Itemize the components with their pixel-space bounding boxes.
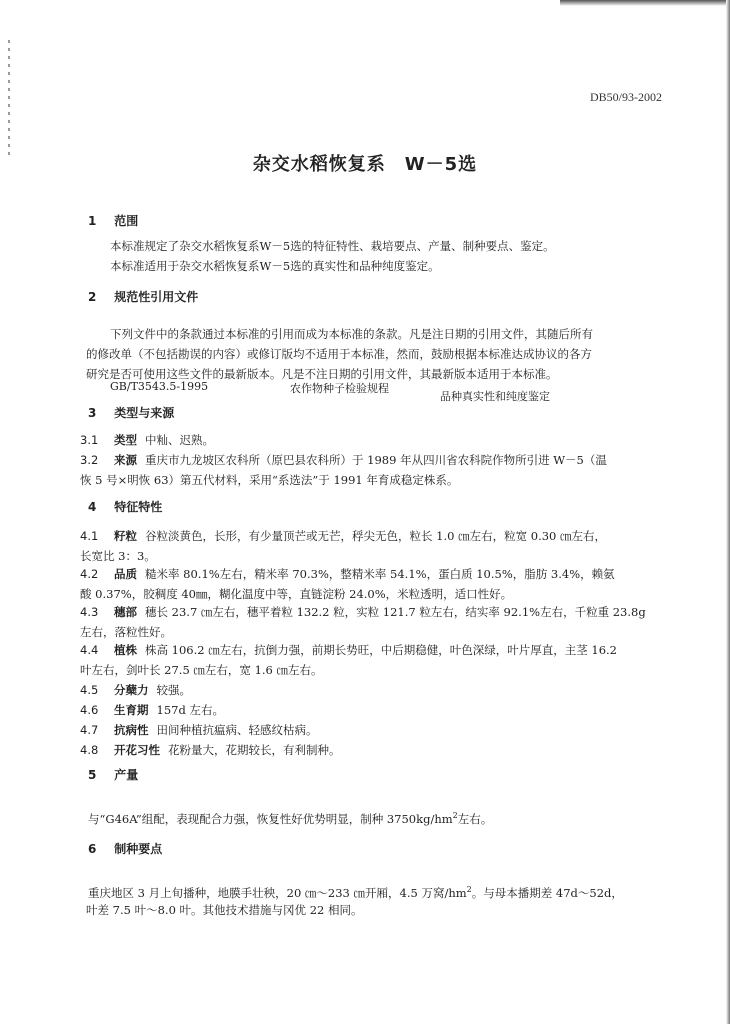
item-text: 谷粒淡黄色，长形，有少量顶芒或无芒，稃尖无色，粒长 1.0 ㎝左右，粒宽 0.30 ㎝左右， (145, 529, 607, 543)
item-4-1 (80, 526, 606, 546)
item-4-2 (80, 564, 615, 584)
section-5-paragraph (88, 806, 492, 829)
section-2-heading (88, 288, 198, 305)
reference-name: 农作物种子检验规程 (290, 382, 389, 395)
item-label: 类型 (114, 433, 137, 447)
section-title: 特征特性 (114, 500, 163, 514)
scan-shadow-top (560, 0, 730, 6)
item-4-1-continued: 长宽比 3：3。 (80, 549, 156, 563)
unit-superscript: 2 (452, 811, 458, 820)
item-number: 4.1 (80, 529, 99, 543)
section-number: 5 (88, 768, 97, 782)
section-title: 范围 (114, 214, 139, 228)
section-number: 6 (88, 842, 97, 856)
item-4-7 (80, 720, 318, 740)
item-label: 植株 (114, 643, 137, 657)
document-code: DB50/93-2002 (590, 90, 662, 104)
yield-text-end: 左右。 (457, 811, 493, 826)
section-2-line-3: 研究是否可使用这些文件的最新版本。凡是不注日期的引用文件，其最新版本适用于本标准。 (86, 367, 558, 381)
item-4-8 (80, 740, 341, 760)
item-label: 籽粒 (114, 529, 137, 543)
item-4-3-continued: 左右，落粒性好。 (80, 625, 172, 639)
section-4-heading (88, 498, 162, 515)
item-number: 3.1 (80, 433, 99, 447)
section-number: 4 (88, 500, 97, 514)
section-1-paragraph-1: 本标准规定了杂交水稻恢复系W－5选的特征特性、栽培要点、产量、制种要点、鉴定。 (110, 239, 555, 253)
item-text: 重庆市九龙坡区农科所（原巴县农科所）于 1989 年从四川省农科院作物所引进 W－5（温 (145, 453, 607, 467)
scan-binding-holes (8, 40, 10, 160)
item-3-1 (80, 430, 214, 450)
item-4-5 (80, 680, 191, 700)
item-label: 穗部 (114, 605, 137, 619)
item-label: 来源 (114, 453, 137, 467)
document-title: 杂交水稻恢复系 W－5选 (252, 154, 478, 175)
item-label: 生育期 (114, 703, 149, 717)
item-number: 4.7 (80, 723, 99, 737)
item-text: 田间种植抗瘟病、轻感纹枯病。 (156, 723, 318, 737)
seed-production-text-end: 。与母本播期差 47d～52d， (471, 885, 623, 900)
section-title: 类型与来源 (114, 406, 175, 420)
item-4-6 (80, 700, 224, 720)
item-text: 穗长 23.7 ㎝左右，穗平着粒 132.2 粒，实粒 121.7 粒左右，结实率 92.1%左右，千粒重 23.8g (145, 605, 646, 619)
section-5-heading (88, 766, 138, 783)
item-4-2-continued: 酸 0.37%，胶稠度 40㎜，糊化温度中等，直链淀粉 24.0%，米粒透明，适口性好。 (80, 587, 513, 601)
item-number: 4.6 (80, 703, 99, 717)
item-number: 3.2 (80, 453, 99, 467)
item-label: 开花习性 (114, 743, 160, 757)
item-number: 4.3 (80, 605, 99, 619)
section-2-line-1: 下列文件中的条款通过本标准的引用而成为本标准的条款。凡是注日期的引用文件，其随后所有 (110, 327, 593, 341)
unit-superscript: 2 (466, 885, 472, 894)
item-label: 分蘖力 (114, 683, 149, 697)
item-text: 中籼、迟熟。 (145, 433, 214, 447)
yield-text: 与“G46A”组配，表现配合力强，恢复性好优势明显，制种 3750kg/hm (88, 811, 453, 826)
item-text: 花粉量大，花期较长，有利制种。 (168, 743, 341, 757)
item-4-4-continued: 叶左右，剑叶长 27.5 ㎝左右，宽 1.6 ㎝左右。 (80, 663, 323, 677)
item-number: 4.2 (80, 567, 99, 581)
item-number: 4.4 (80, 643, 99, 657)
item-text: 株高 106.2 ㎝左右，抗倒力强，前期长势旺，中后期稳健，叶色深绿，叶片厚直，主茎 16.2 (145, 643, 617, 657)
item-4-4 (80, 640, 617, 660)
section-2-line-2: 的修改单（不包括勘误的内容）或修订版均不适用于本标准，然而，鼓励根据本标准达成协议的各方 (86, 347, 592, 361)
item-label: 品质 (114, 567, 137, 581)
section-title: 制种要点 (114, 842, 163, 856)
reference-code: GB/T3543.5-1995 (110, 380, 209, 393)
item-3-2-continued: 恢 5 号×明恢 63）第五代材料，采用“系选法”于 1991 年育成稳定株系。 (80, 473, 459, 487)
item-number: 4.5 (80, 683, 99, 697)
section-3-heading (88, 404, 174, 421)
item-label: 抗病性 (114, 723, 149, 737)
item-3-2 (80, 450, 607, 470)
section-1-heading (88, 212, 138, 229)
seed-production-text: 重庆地区 3 月上旬播种，地膜手壮秧，20 ㎝～233 ㎝开厢，4.5 万窝/hm (88, 885, 467, 900)
section-title: 产量 (114, 768, 139, 782)
item-text: 较强。 (156, 683, 191, 697)
section-number: 1 (88, 214, 97, 228)
section-number: 2 (88, 290, 97, 304)
section-1-paragraph-2: 本标准适用于杂交水稻恢复系W－5选的真实性和品种纯度鉴定。 (110, 259, 440, 273)
item-text: 糙米率 80.1%左右，精米率 70.3%，整精米率 54.1%，蛋白质 10.5%，脂肪 3.4%，赖氨 (145, 567, 615, 581)
item-text: 157d 左右。 (156, 703, 224, 717)
section-number: 3 (88, 406, 97, 420)
section-6-heading (88, 840, 162, 857)
section-6-line-2: 叶差 7.5 叶～8.0 叶。其他技术措施与冈优 22 相同。 (86, 903, 363, 917)
item-number: 4.8 (80, 743, 99, 757)
reference-subtitle: 品种真实性和纯度鉴定 (440, 390, 550, 403)
section-title: 规范性引用文件 (114, 290, 199, 304)
item-4-3 (80, 602, 646, 622)
